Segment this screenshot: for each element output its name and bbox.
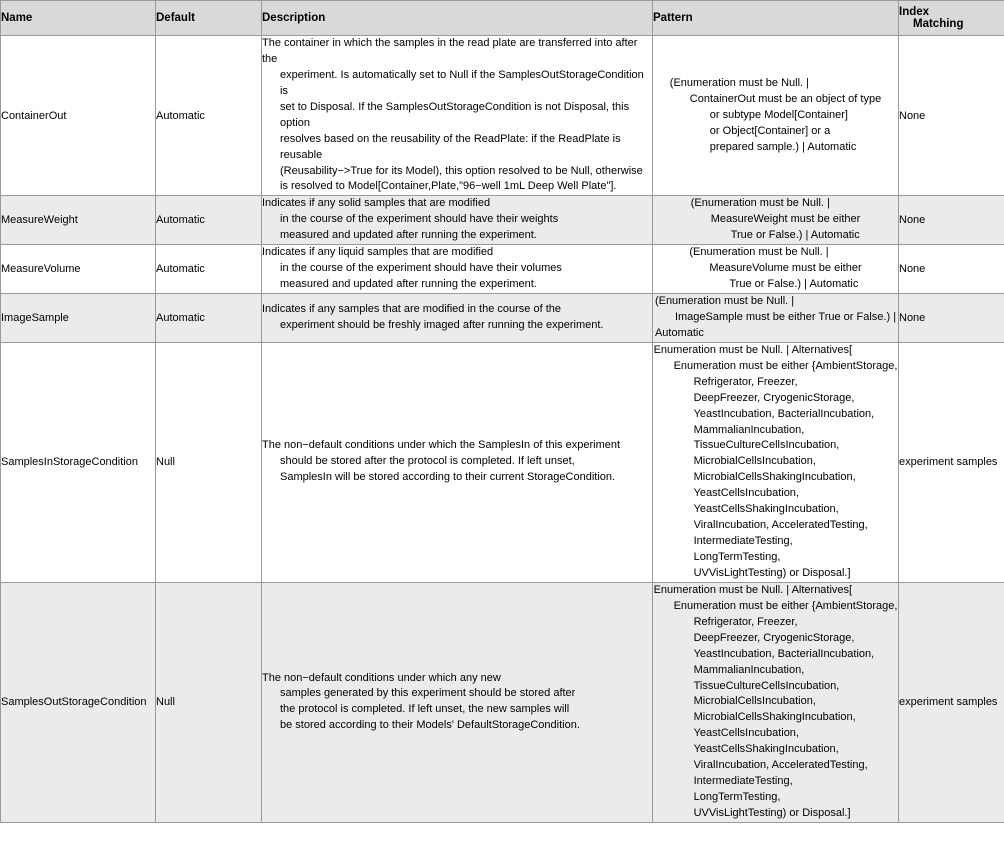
description-line: (Reusability−>True for its Model), this option resolved to be Null, otherwise (280, 164, 643, 177)
cell-description (262, 582, 653, 822)
cell-pattern (653, 245, 899, 294)
column-header-description: Description (262, 1, 653, 36)
cell-description (262, 196, 653, 245)
column-header-default: Default (156, 1, 262, 36)
cell-default-value: Automatic (156, 196, 262, 245)
cell-option-name: SamplesOutStorageCondition (1, 582, 156, 822)
pattern-line: (Enumeration must be Null. | (690, 197, 830, 210)
cell-index-matching: experiment samples (899, 342, 1004, 582)
pattern-line: MicrobialCellsIncubation, (693, 455, 816, 468)
cell-index-matching: None (899, 245, 1004, 294)
pattern-line: MicrobialCellsShakingIncubation, (693, 711, 856, 724)
pattern-line: UVVisLightTesting) or Disposal.] (693, 807, 851, 819)
column-header-index-line2: Matching (913, 18, 964, 30)
pattern-line: True or False.) | Automatic (729, 278, 859, 291)
description-line: measured and updated after running the experiment. (280, 278, 537, 291)
pattern-line: or Object[Container] or a (709, 124, 831, 137)
column-header-name: Name (1, 1, 156, 36)
pattern-line: MammalianIncubation, (693, 663, 805, 676)
pattern-line: or subtype Model[Container] (709, 108, 848, 121)
cell-option-name: ImageSample (1, 294, 156, 343)
table-header-row (1, 1, 1004, 36)
pattern-line: Enumeration must be Null. | Alternatives[ (653, 343, 853, 356)
cell-pattern (653, 36, 899, 196)
description-line: The non−default conditions under which any new (262, 671, 501, 684)
description-line: resolves based on the reusability of the ReadPlate: if the ReadPlate is reusable (280, 132, 621, 161)
pattern-line: YeastIncubation, BacterialIncubation, (693, 407, 875, 420)
cell-option-name: MeasureWeight (1, 196, 156, 245)
pattern-line: IntermediateTesting, (693, 775, 793, 788)
cell-pattern (653, 294, 899, 343)
pattern-line: LongTermTesting, (693, 551, 781, 563)
description-line: experiment should be freshly imaged after running the experiment. (280, 318, 604, 331)
cell-option-name: SamplesInStorageCondition (1, 342, 156, 582)
cell-pattern (653, 582, 899, 822)
pattern-line: Enumeration must be either {AmbientStorage, (673, 359, 898, 372)
description-line: Indicates if any liquid samples that are modified (262, 246, 494, 259)
cell-index-matching: None (899, 36, 1004, 196)
pattern-line: UVVisLightTesting) or Disposal.] (693, 566, 851, 579)
column-header-index-matching (899, 1, 1004, 36)
pattern-line: MicrobialCellsShakingIncubation, (693, 471, 856, 484)
description-line: in the course of the experiment should have their volumes (280, 262, 562, 275)
cell-pattern (653, 342, 899, 582)
description-line: Indicates if any samples that are modified in the course of the (262, 302, 561, 315)
table-row (1, 245, 1004, 294)
description-line: samples generated by this experiment should be stored after (280, 687, 576, 700)
table-row (1, 196, 1004, 245)
pattern-line: LongTermTesting, (693, 791, 781, 804)
cell-description (262, 294, 653, 343)
pattern-line: prepared sample.) | Automatic (709, 140, 857, 153)
pattern-line: MicrobialCellsIncubation, (693, 695, 816, 708)
pattern-line: MammalianIncubation, (693, 423, 805, 436)
description-line: The non−default conditions under which the SamplesIn of this experiment (262, 439, 621, 452)
pattern-line: DeepFreezer, CryogenicStorage, (693, 391, 855, 404)
table-row (1, 342, 1004, 582)
pattern-line: Refrigerator, Freezer, (693, 615, 798, 628)
cell-default-value: Null (156, 342, 262, 582)
pattern-line: MeasureVolume must be either (709, 262, 862, 275)
pattern-line: TissueCultureCellsIncubation, (693, 679, 840, 692)
column-header-index-line1: Index (899, 6, 930, 18)
pattern-line: Enumeration must be Null. | Alternatives[ (653, 583, 853, 596)
cell-index-matching: experiment samples (899, 582, 1004, 822)
cell-description (262, 342, 653, 582)
pattern-line: YeastCellsIncubation, (693, 487, 799, 500)
description-line: experiment. Is automatically set to Null if the SamplesOutStorageCondition is (280, 68, 644, 97)
pattern-line: YeastCellsShakingIncubation, (693, 503, 839, 516)
pattern-line: (Enumeration must be Null. | (654, 295, 795, 307)
pattern-line: ViralIncubation, AcceleratedTesting, (693, 759, 868, 772)
description-line: set to Disposal. If the SamplesOutStorageCondition is not Disposal, this option (280, 100, 630, 129)
cell-default-value: Null (156, 582, 262, 822)
pattern-line: ViralIncubation, AcceleratedTesting, (693, 519, 868, 532)
table-row (1, 582, 1004, 822)
description-line: be stored according to their Models' DefaultStorageCondition. (280, 719, 580, 732)
description-line: is resolved to Model[Container,Plate,"96−well 1mL Deep Well Plate"]. (280, 180, 617, 193)
description-line: SamplesIn will be stored according to their current StorageCondition. (280, 471, 616, 484)
pattern-line: (Enumeration must be Null. | (689, 246, 829, 259)
description-line: should be stored after the protocol is completed. If left unset, (280, 455, 575, 468)
pattern-line: Refrigerator, Freezer, (693, 375, 798, 388)
table-header (1, 1, 1004, 36)
cell-description (262, 36, 653, 196)
cell-option-name: ContainerOut (1, 36, 156, 196)
description-line: Indicates if any solid samples that are modified (262, 197, 491, 210)
pattern-line: (Enumeration must be Null. | (669, 76, 809, 89)
cell-description (262, 245, 653, 294)
cell-index-matching: None (899, 196, 1004, 245)
table-body (1, 36, 1004, 823)
cell-index-matching: None (899, 294, 1004, 343)
pattern-line: ImageSample must be either True or False.) | (674, 310, 897, 323)
pattern-line: ContainerOut must be an object of type (689, 92, 882, 105)
description-line: The container in which the samples in the read plate are transferred into after the (262, 37, 638, 65)
pattern-line: MeasureWeight must be either (710, 213, 861, 226)
cell-pattern (653, 196, 899, 245)
pattern-line: True or False.) | Automatic (730, 229, 860, 242)
column-header-pattern: Pattern (653, 1, 899, 36)
table-row (1, 36, 1004, 196)
description-line: the protocol is completed. If left unset, the new samples will (280, 703, 570, 716)
pattern-line: YeastCellsIncubation, (693, 727, 799, 740)
pattern-line: DeepFreezer, CryogenicStorage, (693, 631, 855, 644)
pattern-line: YeastIncubation, BacterialIncubation, (693, 647, 875, 660)
pattern-line: IntermediateTesting, (693, 535, 793, 548)
pattern-line: YeastCellsShakingIncubation, (693, 743, 839, 756)
pattern-line: TissueCultureCellsIncubation, (693, 439, 840, 452)
description-line: in the course of the experiment should have their weights (280, 213, 559, 226)
cell-default-value: Automatic (156, 294, 262, 343)
cell-option-name: MeasureVolume (1, 245, 156, 294)
cell-default-value: Automatic (156, 36, 262, 196)
description-line: measured and updated after running the experiment. (280, 229, 537, 242)
table-row (1, 294, 1004, 343)
pattern-line: Automatic (654, 326, 704, 339)
cell-default-value: Automatic (156, 245, 262, 294)
pattern-line: Enumeration must be either {AmbientStorage, (673, 599, 898, 612)
